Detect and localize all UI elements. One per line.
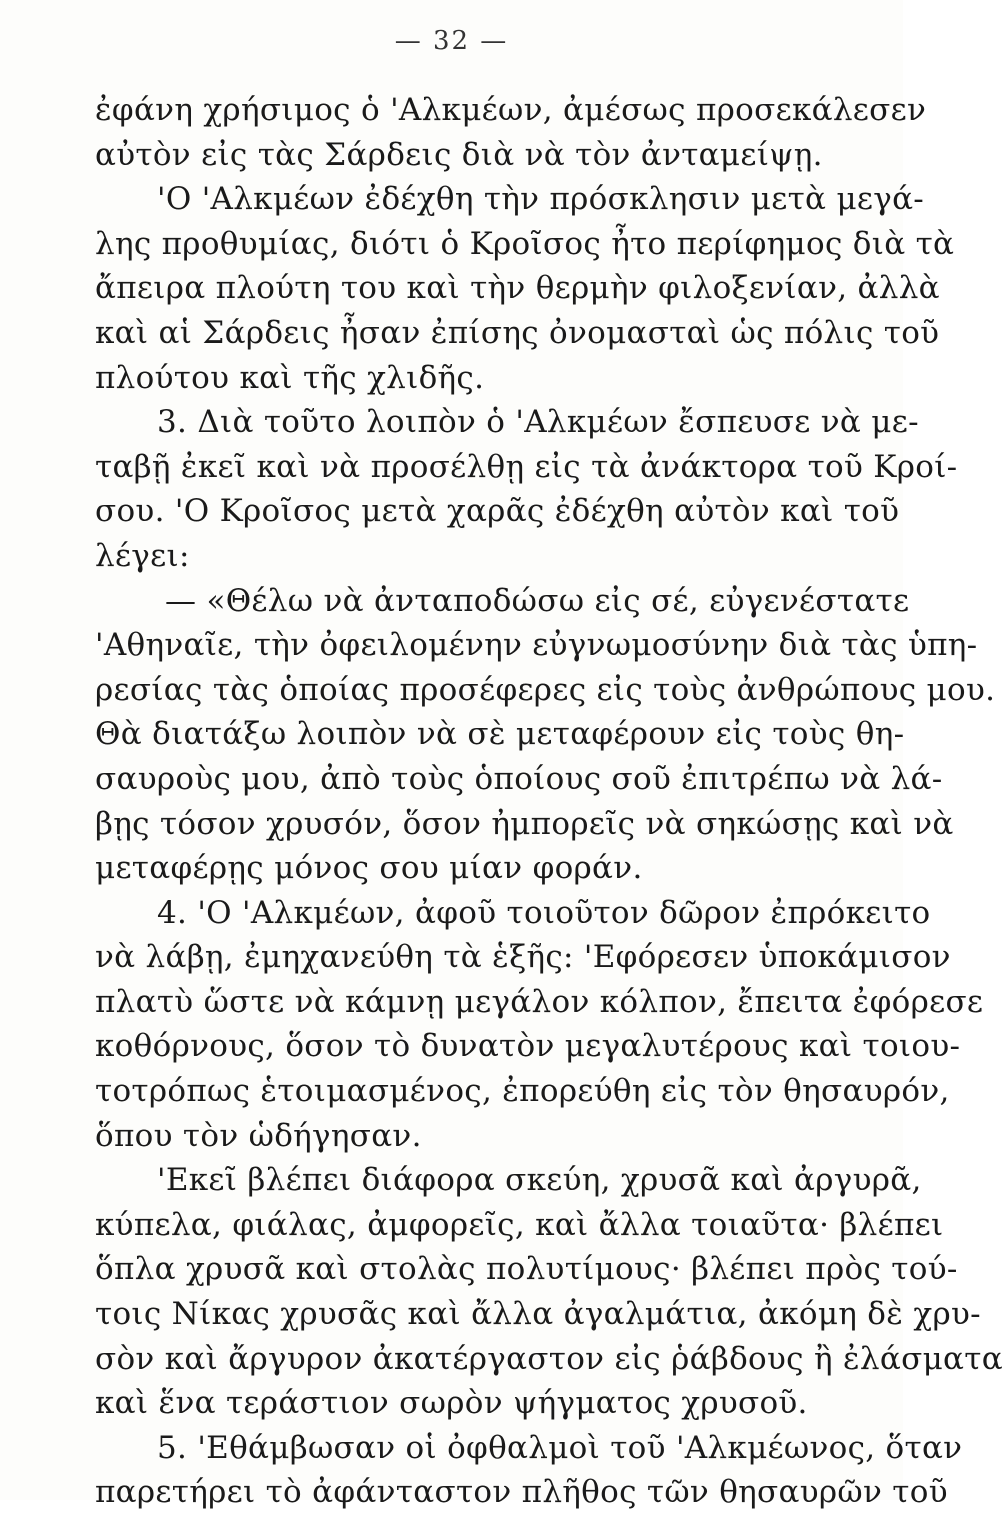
text-line: παρετήρει τὸ ἀφάνταστον πλῆθος τῶν θησαυρῶν τοῦ [95, 1474, 948, 1511]
text-line: 3. Διὰ τοῦτο λοιπὸν ὁ 'Αλκμέων ἔσπευσε νὰ με- [157, 404, 919, 441]
text-line: τοις Νίκας χρυσᾶς καὶ ἄλλα ἀγαλμάτια, ἀκόμη δὲ χρυ- [95, 1296, 981, 1333]
text-line: ὅπλα χρυσᾶ καὶ στολὰς πολυτίμους· βλέπει πρὸς τού- [95, 1251, 958, 1288]
text-line: τοτρόπως ἑτοιμασμένος, ἐπορεύθη εἰς τὸν θησαυρόν, [95, 1073, 950, 1110]
text-line: μεταφέρῃς μόνος σου μίαν φοράν. [95, 850, 643, 887]
text-line: λης προθυμίας, διότι ὁ Κροῖσος ἦτο περίφημος διὰ τὰ [95, 225, 955, 262]
text-line: ἄπειρα πλούτη του καὶ τὴν θερμὴν φιλοξενίαν, ἀλλὰ [95, 270, 940, 307]
body-text [95, 88, 1003, 1515]
text-line: ἐφάνη χρήσιμος ὁ 'Αλκμέων, ἀμέσως προσεκάλεσεν [95, 92, 927, 128]
text-line: 'Ο 'Αλκμέων ἐδέχθη τὴν πρόσκλησιν μετὰ μεγά- [157, 181, 925, 218]
text-line: ταβῇ ἐκεῖ καὶ νὰ προσέλθῃ εἰς τὰ ἀνάκτορα τοῦ Κροί- [95, 448, 958, 485]
text-line: — «Θέλω νὰ ἀνταποδώσω εἰς σέ, εὐγενέστατε [165, 582, 910, 619]
text-line: 'Εκεῖ βλέπει διάφορα σκεύη, χρυσᾶ καὶ ἀργυρᾶ, [157, 1162, 922, 1199]
text-line: 'Αθηναῖε, τὴν ὀφειλομένην εὐγνωμοσύνην διὰ τὰς ὑπη- [95, 627, 978, 664]
text-line: αὐτὸν εἰς τὰς Σάρδεις διὰ νὰ τὸν ἀνταμείψῃ. [95, 136, 823, 173]
text-line: σὸν καὶ ἄργυρον ἀκατέργαστον εἰς ῥάβδους ἢ ἐλάσματα [95, 1340, 1003, 1377]
text-line: κοθόρνους, ὅσον τὸ δυνατὸν μεγαλυτέρους καὶ τοιου- [95, 1028, 961, 1065]
text-line: καὶ αἱ Σάρδεις ἦσαν ἐπίσης ὀνομασταὶ ὡς πόλις τοῦ [95, 314, 940, 351]
text-line: λέγει: [95, 537, 190, 574]
text-line: ρεσίας τὰς ὁποίας προσέφερες εἰς τοὺς ἀνθρώπους μου. [95, 671, 996, 708]
text-line: 4. 'Ο 'Αλκμέων, ἀφοῦ τοιοῦτον δῶρον ἐπρόκειτο [157, 894, 931, 931]
text-line: πλατὺ ὥστε νὰ κάμνῃ μεγάλον κόλπον, ἔπειτα ἐφόρεσε [95, 983, 984, 1020]
page-number: — 32 — [394, 26, 509, 56]
text-line: πλούτου καὶ τῆς χλιδῆς. [95, 359, 485, 396]
text-line: κύπελα, φιάλας, ἀμφορεῖς, καὶ ἄλλα τοιαῦτα· βλέπει [95, 1206, 944, 1243]
text-line: Θὰ διατάξω λοιπὸν νὰ σὲ μεταφέρουν εἰς τοὺς θη- [95, 716, 905, 753]
text-line: ὅπου τὸν ὡδήγησαν. [95, 1117, 422, 1154]
text-line: σου. 'Ο Κροῖσος μετὰ χαρᾶς ἐδέχθη αὐτὸν καὶ τοῦ [95, 493, 900, 530]
text-line: βῃς τόσον χρυσόν, ὅσον ἠμπορεῖς νὰ σηκώσῃς καὶ νὰ [95, 805, 954, 842]
text-line: 5. 'Εθάμβωσαν οἱ ὀφθαλμοὶ τοῦ 'Αλκμέωνος, ὅταν [157, 1429, 963, 1466]
text-line: σαυροὺς μου, ἀπὸ τοὺς ὁποίους σοῦ ἐπιτρέπω νὰ λά- [95, 760, 943, 797]
text-line: καὶ ἕνα τεράστιον σωρὸν ψήγματος χρυσοῦ. [95, 1385, 808, 1422]
text-line: νὰ λάβῃ, ἐμηχανεύθη τὰ ἑξῆς: 'Εφόρεσεν ὑποκάμισον [95, 939, 951, 976]
